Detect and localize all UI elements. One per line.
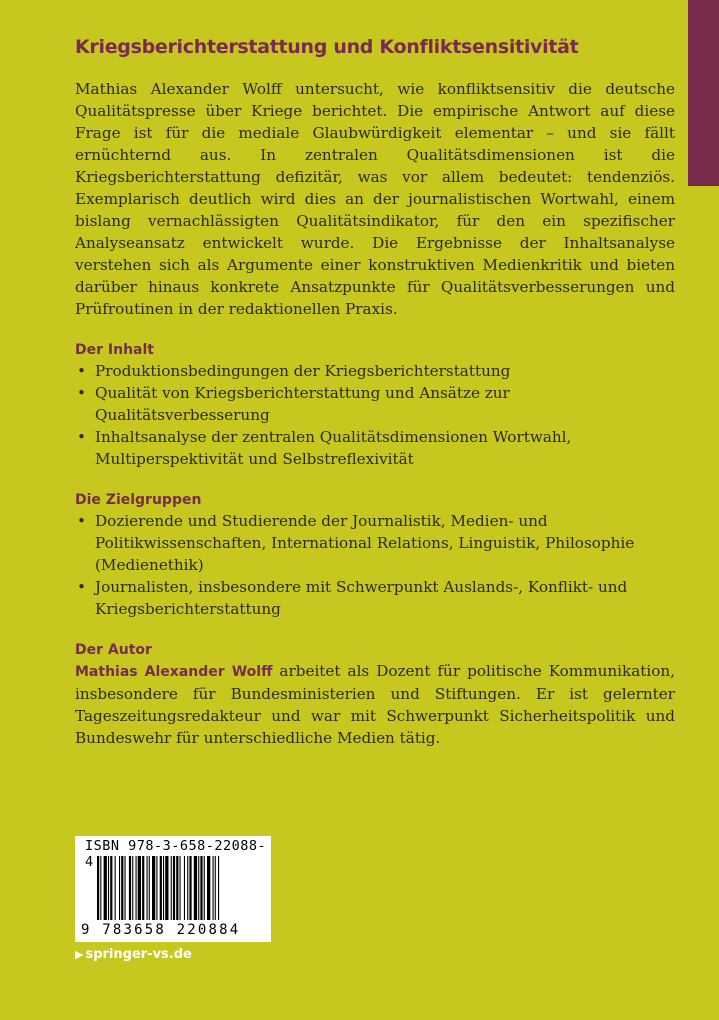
barcode-bar	[136, 856, 137, 920]
back-cover-text	[75, 36, 675, 749]
barcode-bar	[97, 856, 99, 920]
list-item: • Journalisten, insbesondere mit Schwerpunkt Auslands-, Konflikt- und Kriegsberichterstattung	[77, 578, 628, 618]
side-color-strip	[688, 0, 719, 186]
audience-heading: Die Zielgruppen	[75, 492, 202, 508]
contents-list	[75, 360, 675, 470]
intro-paragraph: Mathias Alexander Wolff untersucht, wie konfliktsensitiv die deutsche Qualitätspresse über Kriege berichtet. Die empirische Antwort auf diese Frage ist für die mediale Glaubwürdigkeit elementar – und sie fällt ernüchternd aus. In zentralen Qualitätsdimensionen ist die Kriegsberichterstattung defizitär, was vor allem bedeutet: tendenziös. Exemplarisch deutlich wird dies an der journalistischen Wortwahl, einem bislang vernachlässigten Qualitätsindikator, für den ein spezifischer Analyseansatz entwickelt wurde. Die Ergebnisse der Inhaltsanalyse verstehen sich als Argumente einer konstruktiven Medienkritik und bieten darüber hinaus konkrete Ansatzpunkte für Qualitätsverbesserungen und Prüfroutinen in der redaktionellen Praxis.	[75, 80, 675, 318]
ean-number: 9 783658 220884	[81, 922, 241, 938]
publisher-link[interactable]	[75, 947, 192, 962]
contents-heading: Der Inhalt	[75, 342, 154, 358]
barcode-bar	[163, 856, 164, 920]
book-title: Kriegsberichterstattung und Konfliktsensitivität	[75, 36, 579, 58]
barcode-bar	[132, 856, 133, 920]
barcode-bar	[171, 856, 172, 920]
bullet-icon: •	[77, 362, 86, 380]
barcode-bar	[184, 856, 185, 920]
barcode-bar	[215, 856, 216, 920]
audience-list	[75, 510, 675, 620]
barcode-bar	[165, 856, 168, 920]
barcode-bar	[194, 856, 197, 920]
barcode-bar	[198, 856, 199, 920]
arrow-right-icon: ▶	[75, 948, 84, 961]
list-item: • Dozierende und Studierende der Journalistik, Medien- und Politikwissenschaften, International Relations, Linguistik, Philosophie (Medienethik)	[77, 512, 635, 574]
barcode-bar	[138, 856, 141, 920]
author-heading: Der Autor	[75, 642, 152, 658]
bullet-icon: •	[77, 428, 86, 446]
barcode-bar	[142, 856, 144, 920]
barcode-bar	[187, 856, 188, 920]
author-bio: arbeitet als Dozent für politische Kommunikation, insbesondere für Bundesministerien und Stiftungen. Er ist gelernter Tageszeitungsredakteur und war mit Schwerpunkt Sicherheitspolitik und Bundeswehr für unterschiedliche Medien tätig.	[75, 662, 675, 747]
barcode-icon	[97, 856, 261, 920]
barcode-bar	[200, 856, 202, 920]
barcode-bar	[180, 856, 181, 920]
barcode-bar	[104, 856, 107, 920]
barcode-bar	[204, 856, 205, 920]
barcode-bar	[189, 856, 191, 920]
barcode-box	[75, 836, 271, 942]
barcode-bar	[156, 856, 157, 920]
barcode-bar	[119, 856, 120, 920]
barcode-bar	[121, 856, 123, 920]
publisher-url: springer-vs.de	[85, 947, 192, 962]
barcode-bar	[129, 856, 131, 920]
list-item: • Qualität von Kriegsberichterstattung und Ansätze zur Qualitätsverbesserung	[77, 384, 510, 424]
bullet-icon: •	[77, 512, 86, 530]
barcode-bar	[125, 856, 126, 920]
isbn-text: ISBN 978-3-658-22088-4	[85, 838, 267, 870]
barcode-bar	[152, 856, 155, 920]
barcode-bar	[213, 856, 214, 920]
barcode-bar	[149, 856, 150, 920]
barcode-bar	[176, 856, 178, 920]
barcode-bar	[108, 856, 109, 920]
author-paragraph	[75, 660, 675, 749]
barcode-bar	[218, 856, 219, 920]
barcode-bar	[100, 856, 101, 920]
barcode-bar	[173, 856, 175, 920]
list-item: • Produktionsbedingungen der Kriegsberichterstattung	[77, 362, 511, 380]
author-name: Mathias Alexander Wolff	[75, 664, 273, 680]
barcode-bar	[110, 856, 112, 920]
list-item: • Inhaltsanalyse der zentralen Qualitätsdimensionen Wortwahl, Multiperspektivität und Selbstreflexivität	[77, 428, 572, 468]
barcode-bar	[160, 856, 162, 920]
barcode-bar	[115, 856, 116, 920]
barcode-bar	[207, 856, 210, 920]
barcode-bar	[147, 856, 148, 920]
bullet-icon: •	[77, 578, 86, 596]
bullet-icon: •	[77, 384, 86, 402]
